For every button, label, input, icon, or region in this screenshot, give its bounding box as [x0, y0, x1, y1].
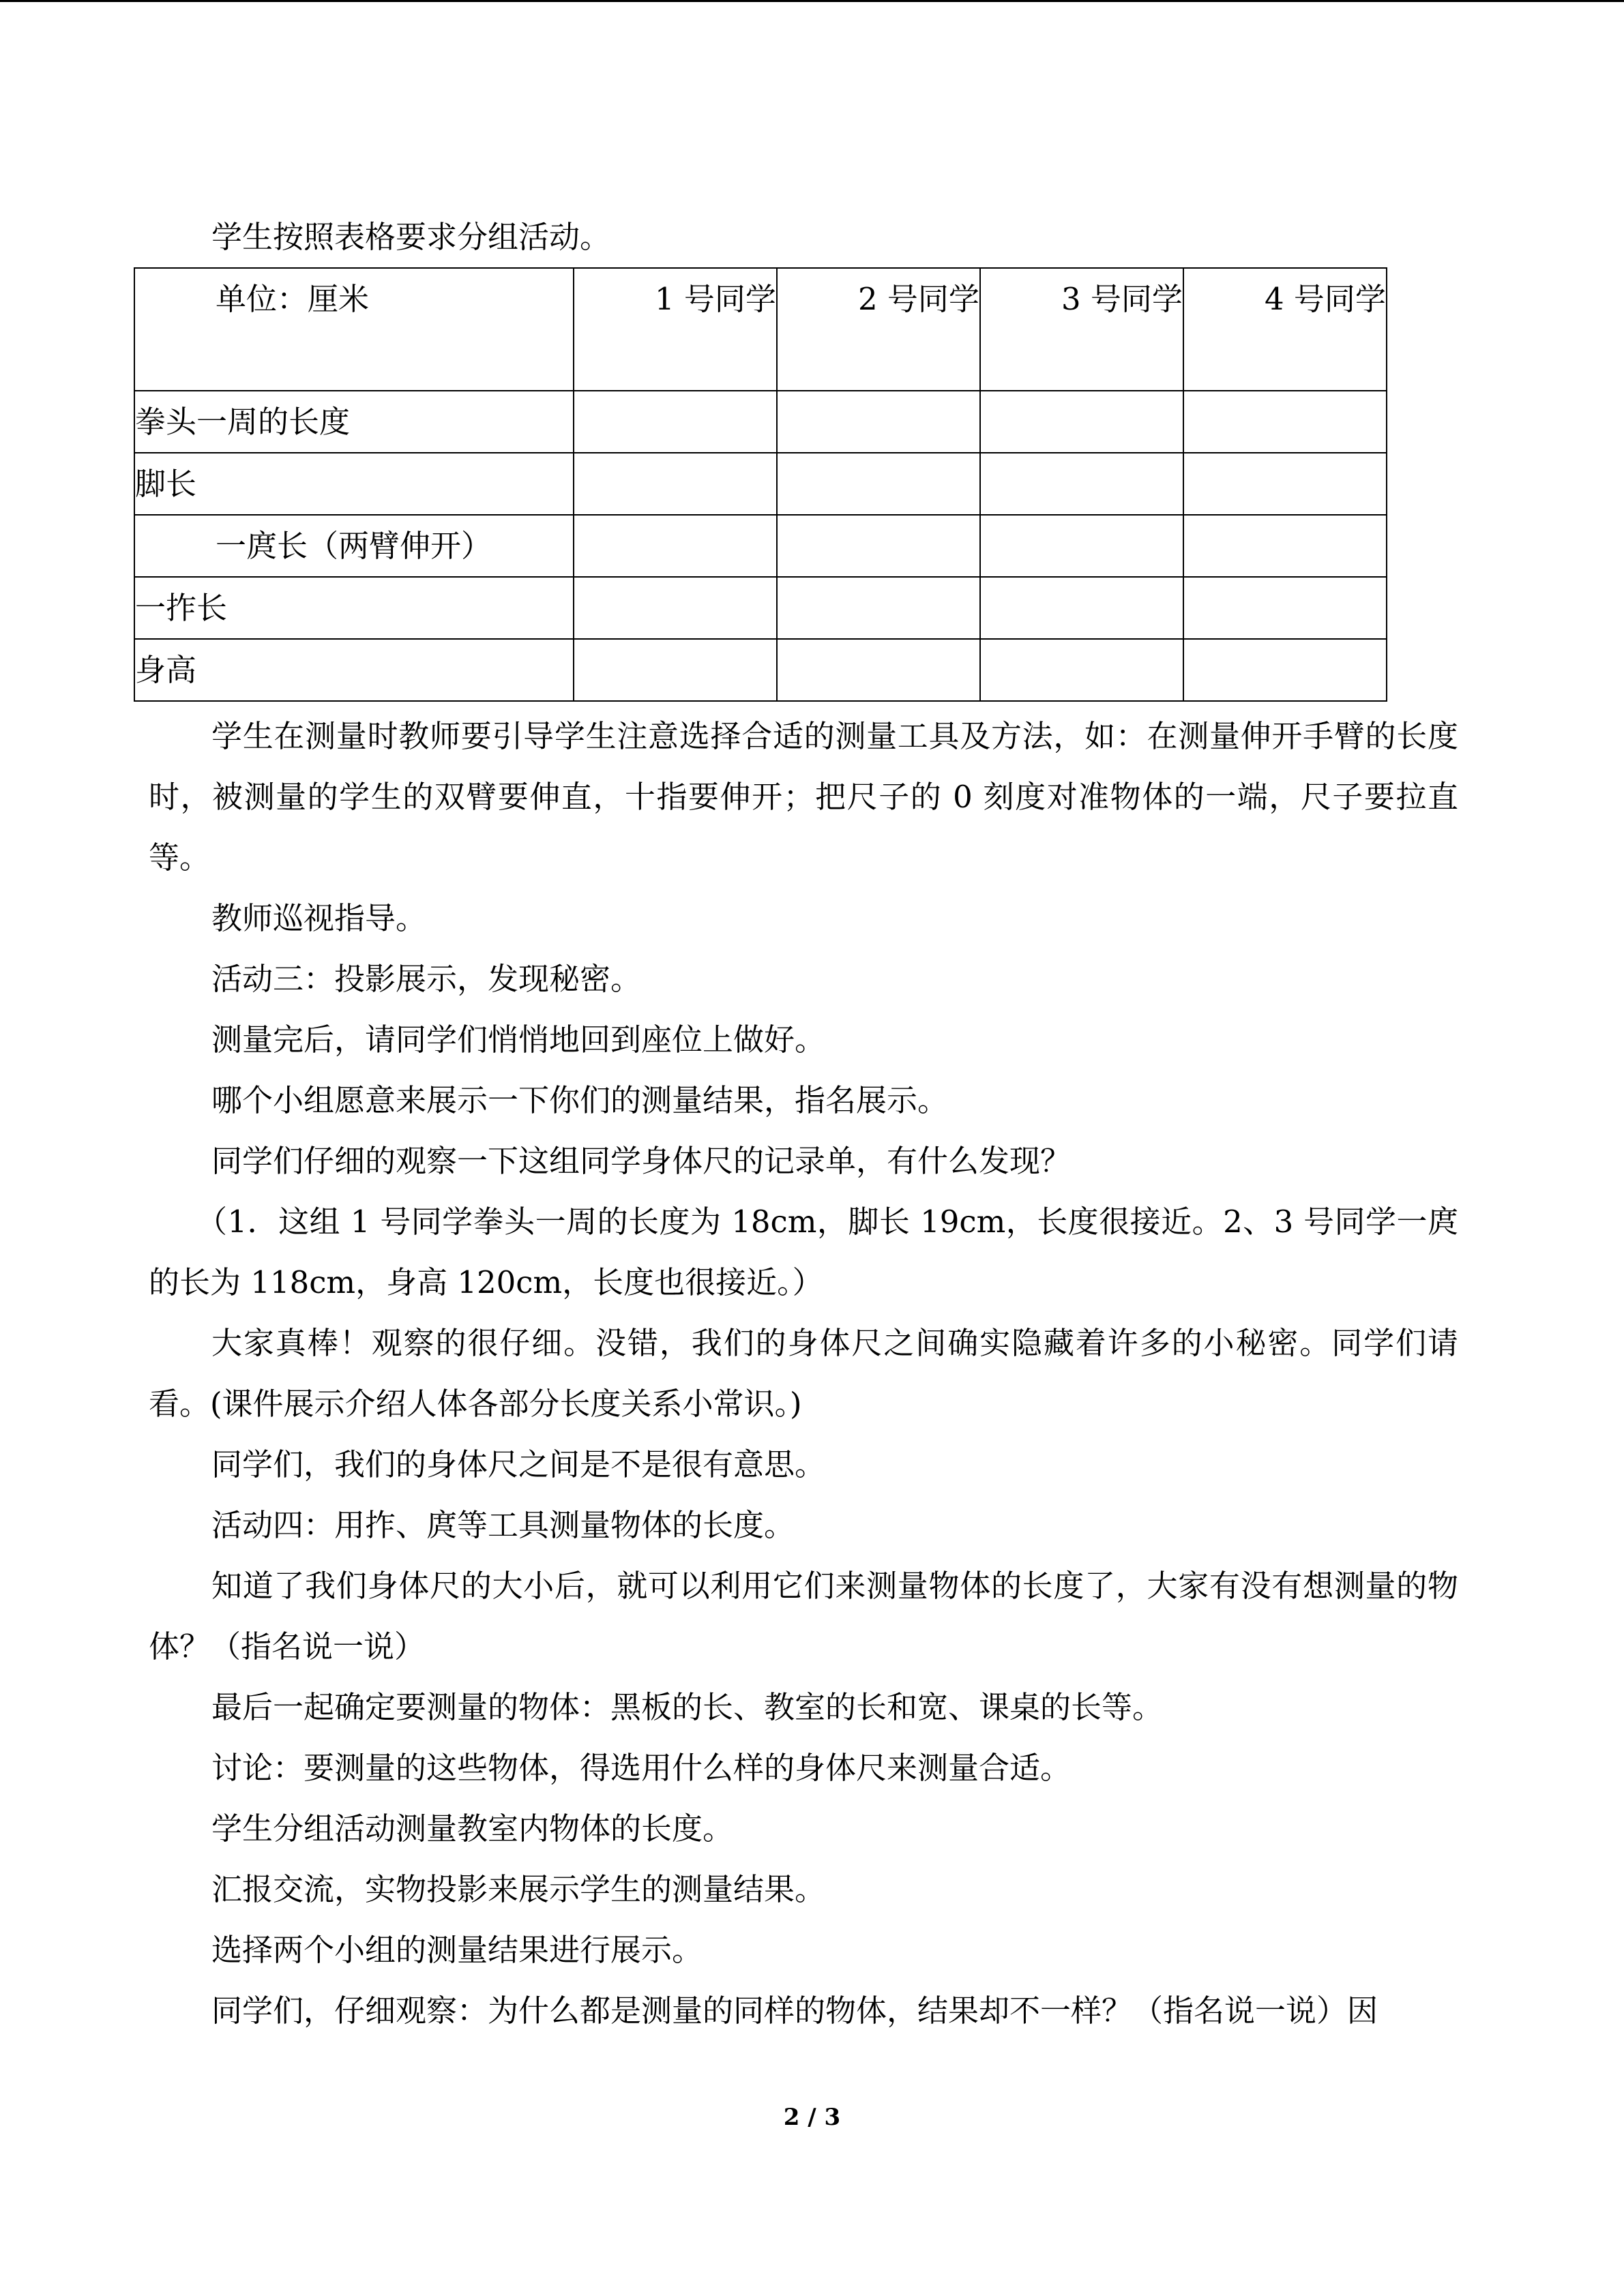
- table-cell: [574, 453, 777, 515]
- table-row: [134, 515, 1387, 577]
- unit-header: 单位：厘米: [134, 268, 574, 391]
- row-label-fist: 拳头一周的长度: [134, 391, 574, 453]
- body-paragraph: 同学们，我们的身体尺之间是不是很有意思。: [211, 1446, 826, 1482]
- student-4-header: 4 号同学: [1183, 268, 1387, 391]
- table-cell: [1183, 391, 1387, 453]
- row-label-height: 身高: [134, 639, 574, 701]
- body-paragraph: 同学们，仔细观察：为什么都是测量的同样的物体，结果却不一样？（指名说一说）因: [211, 1993, 1378, 2029]
- table-row: [134, 639, 1387, 701]
- table-cell: [574, 639, 777, 701]
- row-label-handspan: 一拃长: [134, 577, 574, 639]
- body-paragraph: 同学们仔细的观察一下这组同学身体尺的记录单，有什么发现？: [211, 1143, 1072, 1179]
- table-cell: [980, 453, 1183, 515]
- table-cell: [980, 639, 1183, 701]
- table-cell: [980, 391, 1183, 453]
- body-paragraph: 活动三：投影展示，发现秘密。: [211, 961, 642, 997]
- body-paragraph: 测量完后，请同学们悄悄地回到座位上做好。: [211, 1022, 826, 1058]
- student-1-header: 1 号同学: [574, 268, 777, 391]
- body-paragraph: 知道了我们身体尺的大小后，就可以利用它们来测量物体的长度了，大家有没有想测量的物体？（指名说一说）: [149, 1568, 1458, 1665]
- body-paragraph: 大家真棒！观察的很仔细。没错，我们的身体尺之间确实隐藏着许多的小秘密。同学们请看。(课件展示介绍人体各部分长度关系小常识。): [149, 1325, 1458, 1422]
- body-paragraph: 讨论：要测量的这些物体，得选用什么样的身体尺来测量合适。: [211, 1750, 1072, 1786]
- row-label-foot: 脚长: [134, 453, 574, 515]
- table-cell: [777, 577, 980, 639]
- intro-paragraph: 学生按照表格要求分组活动。: [211, 219, 611, 255]
- body-paragraph: 最后一起确定要测量的物体：黑板的长、教室的长和宽、课桌的长等。: [211, 1689, 1164, 1725]
- table-cell: [777, 391, 980, 453]
- body-paragraph: 学生分组活动测量教室内物体的长度。: [211, 1810, 734, 1847]
- body-paragraph: 教师巡视指导。: [211, 900, 427, 936]
- body-paragraph: 选择两个小组的测量结果进行展示。: [211, 1932, 703, 1968]
- table-cell: [777, 515, 980, 577]
- table-cell: [574, 577, 777, 639]
- table-cell: [574, 391, 777, 453]
- body-paragraph: （1．这组 1 号同学拳头一周的长度为 18cm，脚长 19cm，长度很接近。2、3 号同学一庹的长为 118cm，身高 120cm，长度也很接近。）: [149, 1204, 1458, 1300]
- table-row: [134, 577, 1387, 639]
- table-header-row: [134, 268, 1387, 391]
- body-paragraph: 活动四：用拃、庹等工具测量物体的长度。: [211, 1507, 795, 1543]
- body-paragraph: 汇报交流，实物投影来展示学生的测量结果。: [211, 1871, 826, 1907]
- table-cell: [1183, 639, 1387, 701]
- table-cell: [1183, 577, 1387, 639]
- page-number: 2 / 3: [783, 2104, 841, 2131]
- table-cell: [574, 515, 777, 577]
- table-row: [134, 453, 1387, 515]
- table-cell: [980, 515, 1183, 577]
- table-cell: [980, 577, 1183, 639]
- table-cell: [1183, 453, 1387, 515]
- body-paragraph: 哪个小组愿意来展示一下你们的测量结果，指名展示。: [211, 1082, 949, 1118]
- measurement-table: [134, 267, 1387, 702]
- row-label-armspan: 一庹长（两臂伸开）: [134, 515, 574, 577]
- table-cell: [777, 453, 980, 515]
- student-3-header: 3 号同学: [980, 268, 1183, 391]
- body-paragraph: 学生在测量时教师要引导学生注意选择合适的测量工具及方法，如：在测量伸开手臂的长度时，被测量的学生的双臂要伸直，十指要伸开；把尺子的 0 刻度对准物体的一端，尺子要拉直等。: [149, 718, 1458, 876]
- page-content: [135, 207, 1458, 2041]
- table-cell: [1183, 515, 1387, 577]
- table-cell: [777, 639, 980, 701]
- student-2-header: 2 号同学: [777, 268, 980, 391]
- table-row: [134, 391, 1387, 453]
